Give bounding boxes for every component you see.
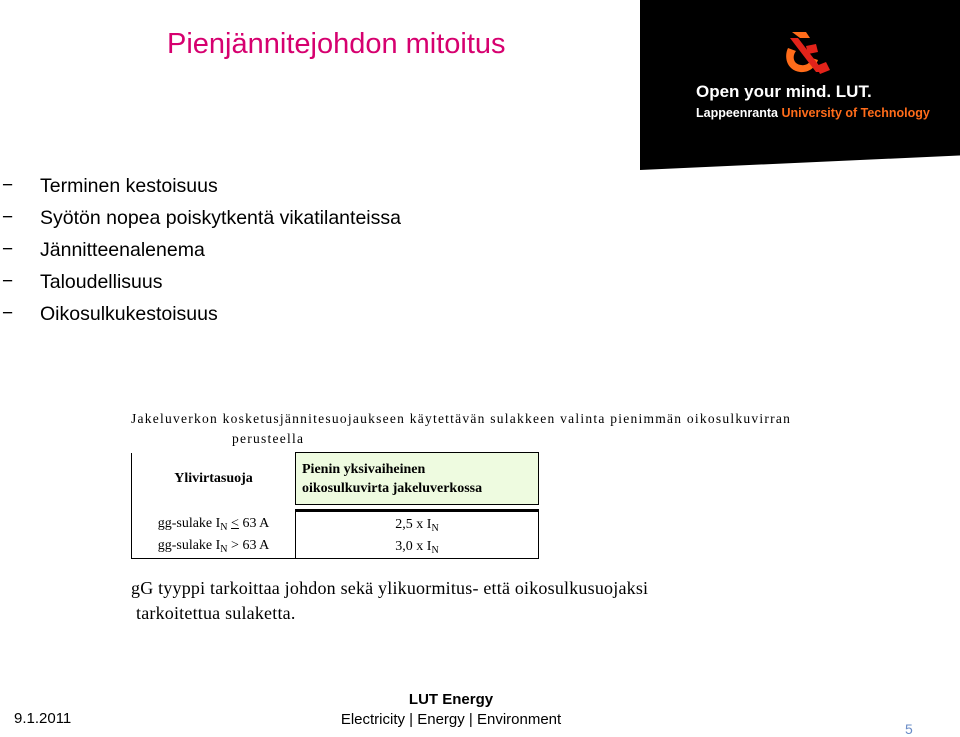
table-header-row <box>132 453 539 505</box>
fuse-selection-table <box>131 452 539 559</box>
bullet-item: − Syötön nopea poiskytkentä vikatilanteissa <box>0 202 401 234</box>
short-circuit-value-cell <box>296 511 539 559</box>
lut-logo <box>640 0 960 165</box>
caption-line-2: perusteella <box>232 431 305 446</box>
gg-type-note <box>131 576 648 626</box>
footer-tagline: Electricity | Energy | Environment <box>340 711 562 728</box>
bullet-dash-icon: − <box>2 303 14 324</box>
footer-date: 9.1.2011 <box>14 710 72 727</box>
header-min-short-circuit-current: Pienin yksivaiheinen oikosulkuvirta jakeluverkossa <box>296 453 539 505</box>
logo-slogan: Open your mind. LUT. <box>696 82 872 101</box>
bullet-dash-icon: − <box>2 175 14 196</box>
slide-title: Pienjännitejohdon mitoitus <box>167 28 506 60</box>
table-body-row <box>132 511 539 559</box>
bullet-dash-icon: − <box>2 239 14 260</box>
logo-university-prefix: Lappeenranta <box>696 106 778 120</box>
bullet-item: − Terminen kestoisuus <box>0 170 401 202</box>
table-row: gg-sulake $I_N > 63$ A <box>157 538 270 556</box>
table-caption <box>131 409 901 449</box>
bullet-item: − Oikosulkukestoisuus <box>0 298 401 330</box>
logo-university-suffix: University of Technology <box>781 106 930 120</box>
page-number: 5 <box>905 721 913 737</box>
fuse-type-cell <box>132 511 296 559</box>
table-row: gg-sulake $I_N < 63$ A <box>157 516 270 534</box>
footer-brand <box>320 690 582 730</box>
header-overcurrent-protection: Ylivirtasuoja <box>132 453 296 505</box>
bullet-list <box>0 170 401 330</box>
table-row: 3,0 x $I_N$ <box>395 539 439 556</box>
logo-university <box>696 106 930 120</box>
table-row: 2,5 x $I_N$ <box>395 517 439 534</box>
bullet-dash-icon: − <box>2 271 14 292</box>
note-line-1: gG tyyppi tarkoittaa johdon sekä ylikuormitus- että oikosulkusuojaksi <box>131 578 649 598</box>
footer-brand-name: LUT Energy <box>408 691 494 708</box>
bullet-item: − Jännitteenalenema <box>0 234 401 266</box>
bullet-item: − Taloudellisuus <box>0 266 401 298</box>
bullet-dash-icon: − <box>2 207 14 228</box>
caption-line-1: Jakeluverkon kosketusjännitesuojaukseen käytettävän sulakkeen valinta pienimmän oikosulkuvirran <box>131 411 792 426</box>
note-line-2: tarkoitettua sulaketta. <box>136 603 296 623</box>
lut-ampersand-icon <box>776 26 836 84</box>
